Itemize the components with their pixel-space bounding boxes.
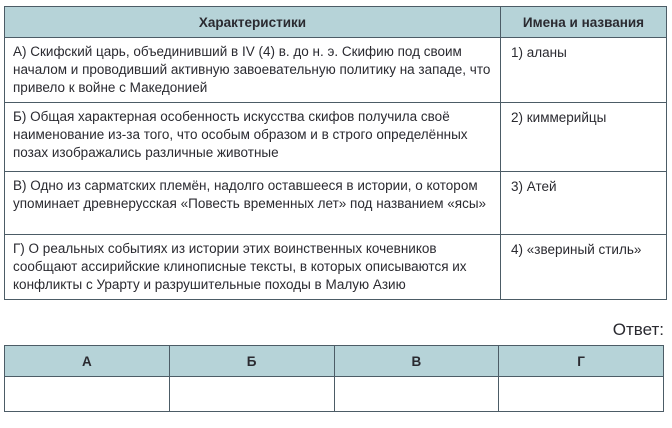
characteristic-cell-d [5, 235, 501, 300]
characteristic-cell-b [5, 103, 501, 172]
header-names: Имена и названия [501, 7, 667, 38]
answer-cell-v[interactable] [334, 377, 499, 412]
table-row [5, 103, 667, 172]
table-row [5, 38, 667, 103]
answer-label: Ответ: [612, 320, 664, 339]
header-characteristics: Характеристики [5, 7, 501, 38]
answer-header-v: В [334, 346, 499, 377]
answer-header-b: Б [169, 346, 334, 377]
answer-cell-b[interactable] [169, 377, 334, 412]
name-text-1: 1) аланы [511, 45, 567, 60]
name-cell-2 [501, 103, 667, 172]
characteristic-text-b: Б) Общая характерная особенность искусства скифов получила своё наименование из-за того, что особым образом и в строго определённых позах изображались различные животные [13, 109, 468, 160]
name-cell-1 [501, 38, 667, 103]
answer-header-a: А [5, 346, 170, 377]
table-row [5, 235, 667, 300]
name-text-2: 2) киммерийцы [511, 110, 607, 125]
name-cell-3 [501, 172, 667, 235]
answer-header-g: Г [499, 346, 664, 377]
answer-cell-a[interactable] [5, 377, 170, 412]
characteristic-cell-c [5, 172, 501, 235]
characteristic-cell-a [5, 38, 501, 103]
matching-table-header [5, 7, 667, 38]
answer-row [5, 377, 664, 412]
name-cell-4 [501, 235, 667, 300]
table-row [5, 172, 667, 235]
answer-table-header [5, 346, 664, 377]
name-text-4: 4) «звериный стиль» [511, 242, 642, 257]
characteristic-text-c: В) Одно из сарматских племён, надолго оставшееся в истории, о котором упоминает древнерусская «Повесть временных лет» под названием «ясы» [13, 178, 487, 211]
answer-cell-g[interactable] [499, 377, 664, 412]
characteristic-text-d: Г) О реальных событиях из истории этих воинственных кочевников сообщают ассирийские клинописные тексты, в которых описываются их конфликты с Урарту и разрушительные походы в Малую Азию [13, 241, 467, 292]
matching-table [4, 6, 667, 300]
name-text-3: 3) Атей [511, 179, 557, 194]
answer-table [4, 345, 664, 412]
characteristic-text-a: А) Скифский царь, объединивший в IV (4) в. до н. э. Скифию под своим началом и проводивший активную завоевательную политику на западе, что привело к войне с Македонией [13, 44, 491, 95]
